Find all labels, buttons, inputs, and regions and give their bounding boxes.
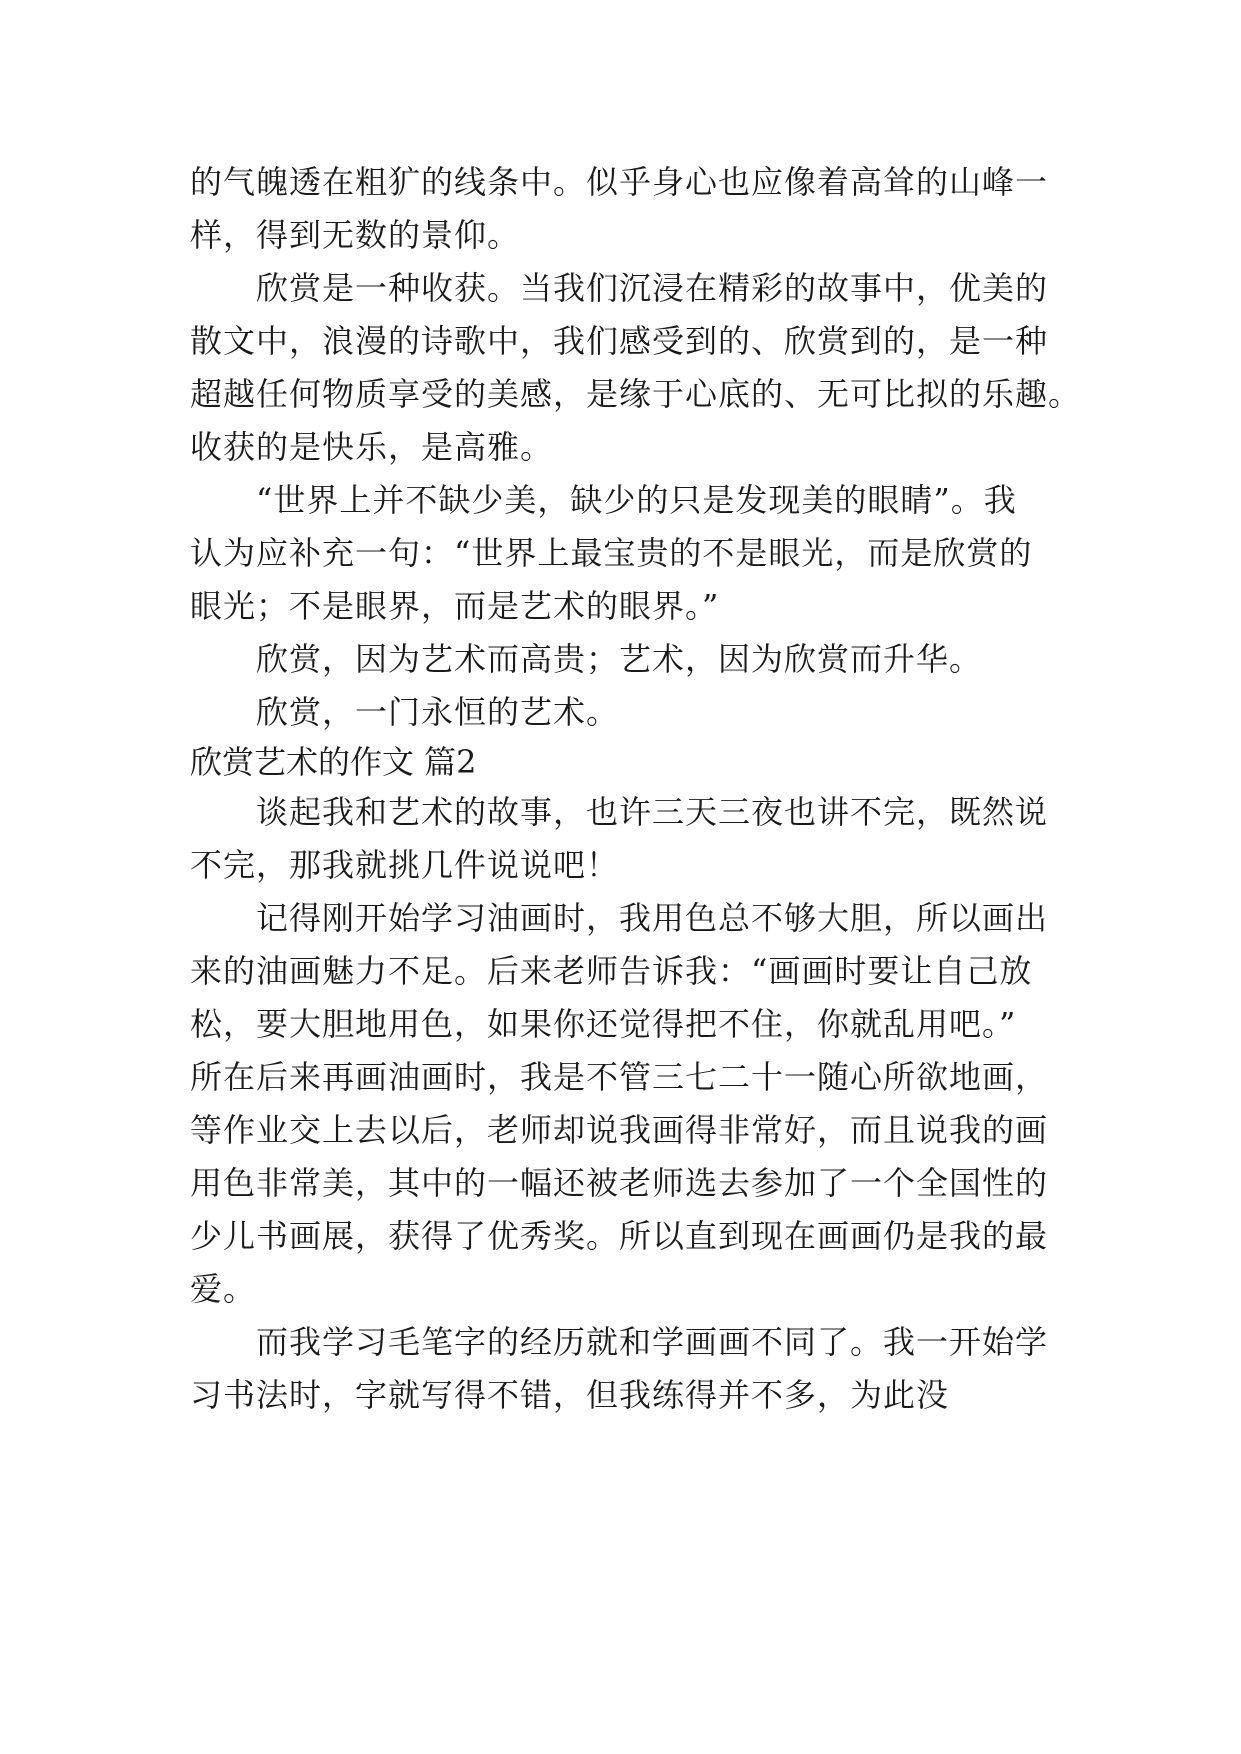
text-line: 所在后来再画油画时，我是不管三七二十一随心所欲地画， <box>190 1058 1049 1096</box>
text-line: 等作业交上去以后，老师却说我画得非常好，而且说我的画 <box>190 1111 1049 1149</box>
text-line: 不完，那我就挑几件说说吧！ <box>190 846 620 884</box>
text-line: 松，要大胆地用色，如果你还觉得把不住，你就乱用吧。” <box>190 1005 1017 1043</box>
text-line: 而我学习毛笔字的经历就和学画画不同了。我一开始学 <box>190 1323 1049 1361</box>
text-line: 来的油画魅力不足。后来老师告诉我：“画画时要让自己放 <box>190 952 1033 990</box>
text-line: 样，得到无数的景仰。 <box>190 216 521 254</box>
text-line: 散文中，浪漫的诗歌中，我们感受到的、欣赏到的，是一种 <box>190 322 1049 360</box>
text-line: 爱。 <box>190 1270 257 1308</box>
text-line: 超越任何物质享受的美感，是缘于心底的、无可比拟的乐趣。 <box>190 375 1082 413</box>
text-line: 用色非常美，其中的一幅还被老师选去参加了一个全国性的 <box>190 1164 1049 1202</box>
text-line: 欣赏，因为艺术而高贵；艺术，因为欣赏而升华。 <box>190 640 983 678</box>
text-line: 习书法时，字就写得不错，但我练得并不多，为此没 <box>190 1376 950 1414</box>
text-line: 欣赏，一门永恒的艺术。 <box>190 693 620 731</box>
text-line: 欣赏是一种收获。当我们沉浸在精彩的故事中，优美的 <box>190 269 1049 307</box>
text-line: 少儿书画展，获得了优秀奖。所以直到现在画画仍是我的最 <box>190 1217 1049 1255</box>
text-line: 记得刚开始学习油画时，我用色总不够大胆，所以画出 <box>190 899 1049 937</box>
section-heading: 欣赏艺术的作文 篇2 <box>190 743 477 781</box>
text-line: 收获的是快乐，是高雅。 <box>190 428 554 466</box>
text-line: 的气魄透在粗犷的线条中。似乎身心也应像着高耸的山峰一 <box>190 163 1049 201</box>
text-line: 谈起我和艺术的故事，也许三天三夜也讲不完，既然说 <box>190 793 1049 831</box>
text-line: “世界上并不缺少美，缺少的只是发现美的眼睛”。我 <box>190 481 1017 519</box>
text-line: 认为应补充一句：“世界上最宝贵的不是眼光，而是欣赏的 <box>190 534 1033 572</box>
text-line: 眼光；不是眼界，而是艺术的眼界。” <box>190 587 720 625</box>
